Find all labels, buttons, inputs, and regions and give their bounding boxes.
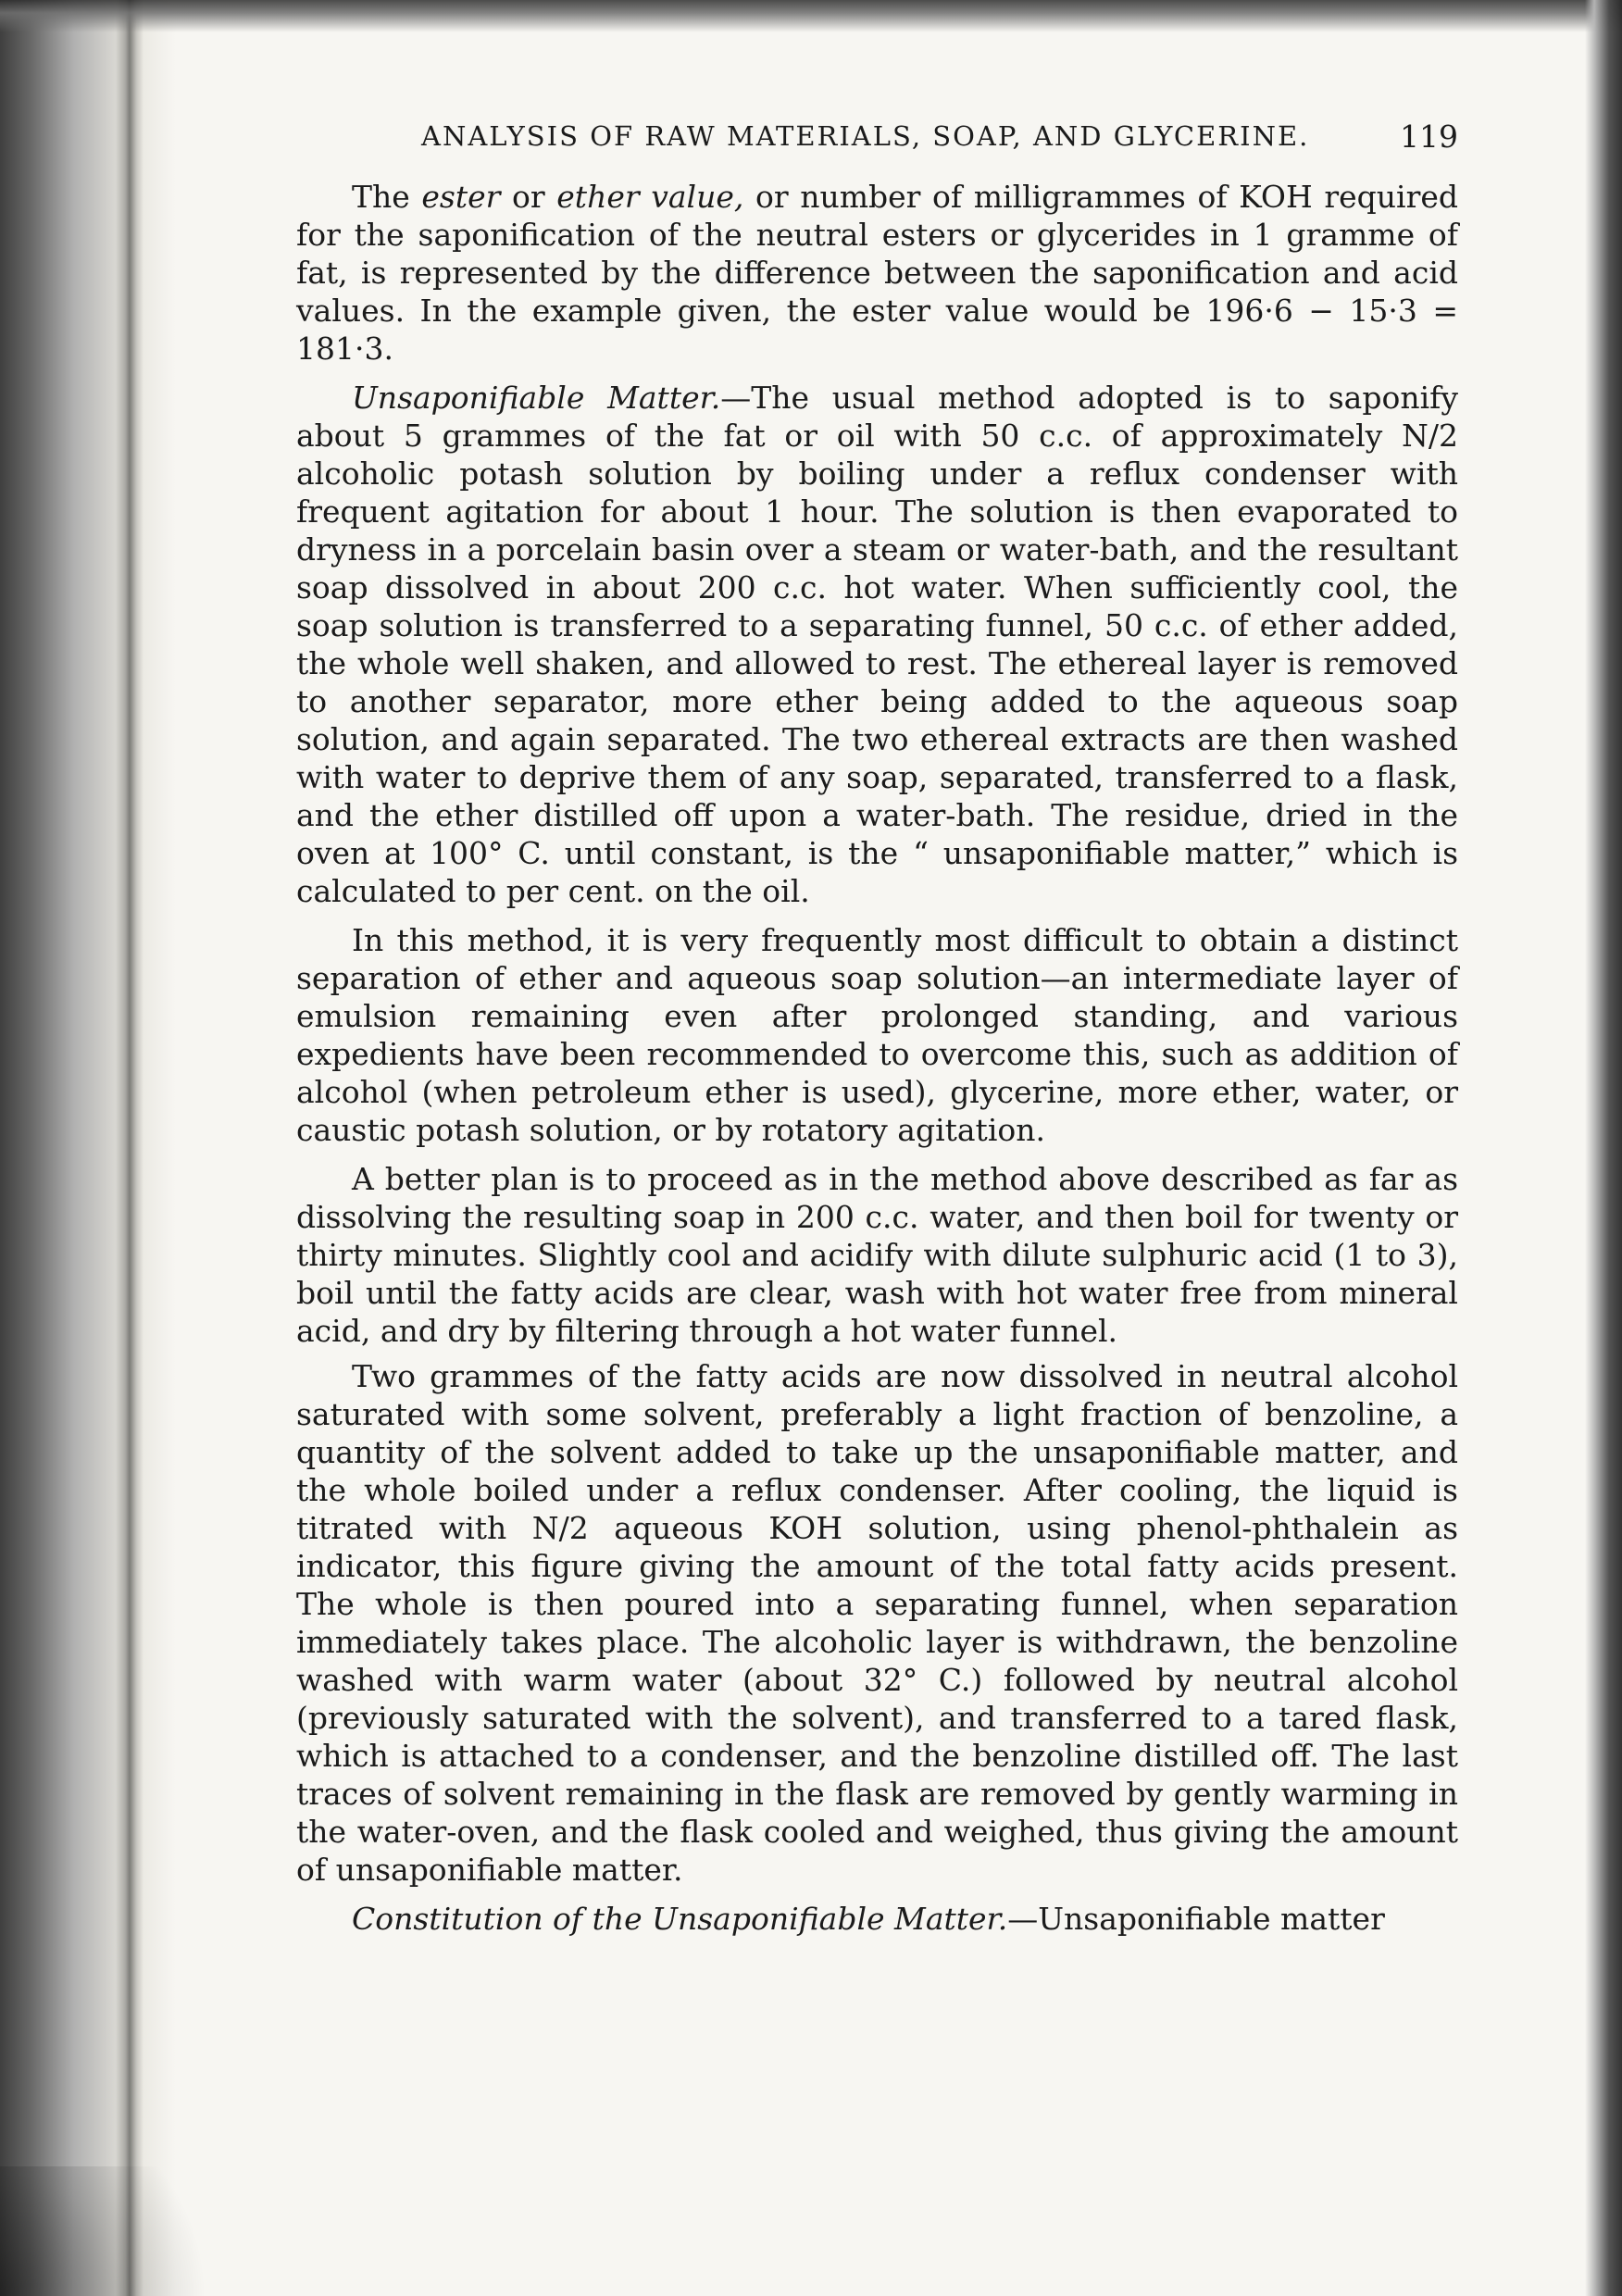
page-body xyxy=(296,178,1458,1949)
text-run: —The usual method adopted is to saponify about 5 grammes of the fat or oil with 50 c.c. of approximately N/2 alcoholic potash solution by boiling under a reflux condenser with frequent agitation for about 1 hour. The solution is then evaporated to dryness in a porcelain basin over a steam or water-bath, and the resultant soap dissolved in about 200 c.c. hot water. When sufficiently cool, the soap solution is transferred to a separating funnel, 50 c.c. of ether added, the whole well shaken, and allowed to rest. The ethereal layer is removed to another separator, more ether being added to the aqueous soap solution, and again separated. The two ethereal extracts are then washed with water to deprive them of any soap, separated, transferred to a flask, and the ether distilled off upon a water-bath. The residue, dried in the oven at 100° C. until constant, is the “ unsaponifiable matter,” which is calculated to per cent. on the oil. xyxy=(296,380,1458,909)
paragraph-unsaponifiable-matter xyxy=(296,379,1458,910)
paragraph-better-plan xyxy=(296,1160,1458,1350)
paragraph-fatty-acids xyxy=(296,1357,1458,1889)
text-run: In this method, it is very frequently most difficult to obtain a distinct separation of ether and aqueous soap solution—an intermediate layer of emulsion remaining even after prolonged standing, and various expedients have been recommended to overcome this, such as addition of alcohol (when petroleum ether is used), glycerine, more ether, water, or caustic potash solution, or by rotatory agitation. xyxy=(296,922,1458,1148)
text-run: or xyxy=(500,179,557,215)
italic-term: ester xyxy=(421,179,501,215)
text-run: —Unsaponifiable matter xyxy=(1007,1901,1385,1937)
scan-left-edge-shadow xyxy=(0,0,176,2296)
scan-top-edge-shadow xyxy=(0,0,1622,32)
page-header xyxy=(296,111,1458,167)
paragraph-constitution xyxy=(296,1900,1458,1938)
text-run: The xyxy=(352,179,422,215)
paragraph-method-difficulty xyxy=(296,921,1458,1149)
paragraph-ester-value xyxy=(296,178,1458,368)
page-number: 119 xyxy=(1400,119,1458,155)
scan-binding-shadow xyxy=(116,0,143,2296)
scan-right-edge-shadow xyxy=(1585,0,1622,2296)
running-head: ANALYSIS OF RAW MATERIALS, SOAP, AND GLYCERINE. xyxy=(421,120,1310,152)
section-heading: Constitution of the Unsaponifiable Matter. xyxy=(352,1901,1008,1937)
italic-term: ether value, xyxy=(556,179,744,215)
text-run: Two grammes of the fatty acids are now dissolved in neutral alcohol saturated with some solvent, preferably a light fraction of benzoline, a quantity of the solvent added to take up the unsaponifiable matter, and the whole boiled under a reflux condenser. After cooling, the liquid is titrated with N/2 aqueous KOH solution, using phenol-phthalein as indicator, this figure giving the amount of the total fatty acids present. The whole is then poured into a separating funnel, when separation immediately takes place. The alcoholic layer is withdrawn, the benzoline washed with warm water (about 32° C.) followed by neutral alcohol (previously saturated with the solvent), and transferred to a tared flask, which is attached to a condenser, and the benzoline distilled off. The last traces of solvent remaining in the flask are removed by gently warming in the water-oven, and the flask cooled and weighed, thus giving the amount of unsaponifiable matter. xyxy=(296,1358,1458,1888)
section-heading: Unsaponifiable Matter. xyxy=(352,380,721,416)
text-run: or number of milligrammes of KOH required for the saponification of the neutral esters or glycerides in 1 gramme of fat, is represented by the difference between the saponification and acid values. In the example given, the ester value would be 196·6 − 15·3 = 181·3. xyxy=(296,179,1458,367)
scan-corner-shadow xyxy=(0,2166,241,2296)
book-page xyxy=(296,111,1458,2111)
text-run: A better plan is to proceed as in the method above described as far as dissolving the resulting soap in 200 c.c. water, and then boil for twenty or thirty minutes. Slightly cool and acidify with dilute sulphuric acid (1 to 3), boil until the fatty acids are clear, wash with hot water free from mineral acid, and dry by filtering through a hot water funnel. xyxy=(296,1161,1458,1349)
